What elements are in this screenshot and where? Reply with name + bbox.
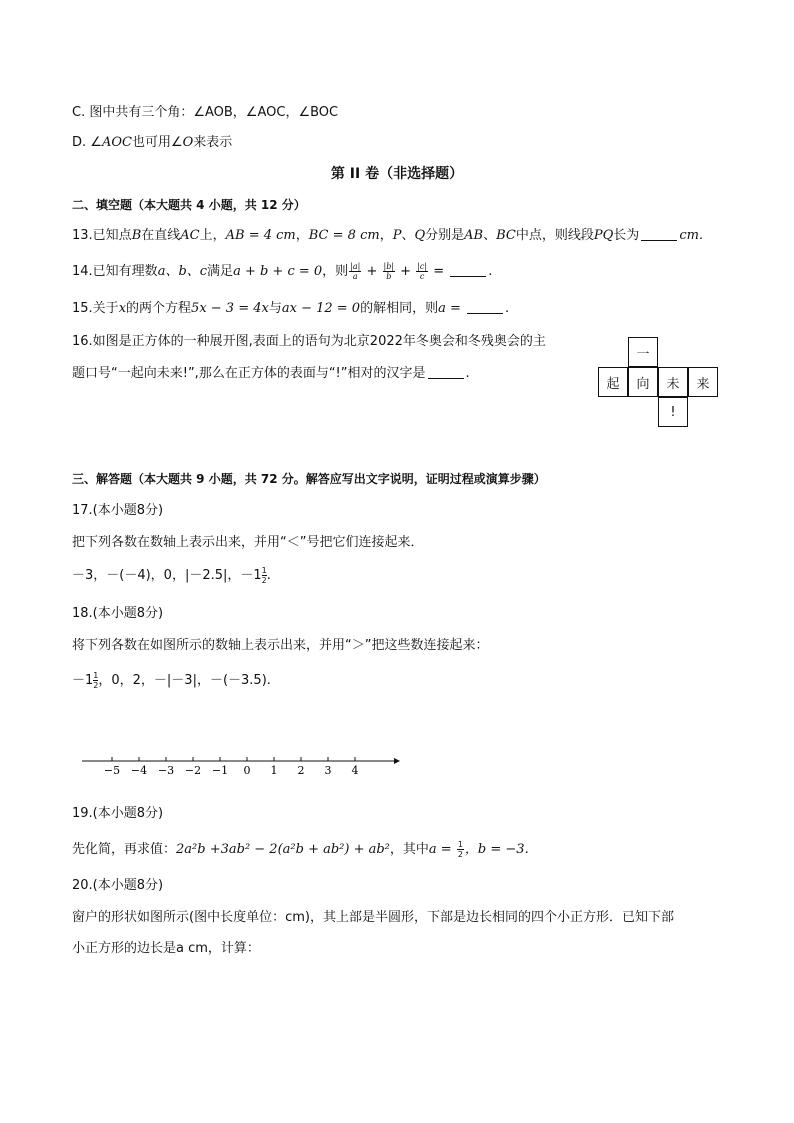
- q13-end: .: [698, 228, 704, 243]
- question-20-line2: 小正方形的边长是a cm，计算：: [72, 941, 260, 956]
- question-19-heading: 19.(本小题8分): [72, 806, 164, 821]
- q13-b: B: [131, 228, 142, 243]
- axis-tick-label: −3: [157, 764, 175, 777]
- q17-frac-num: 1: [261, 566, 267, 575]
- option-d-aoc: AOC: [101, 135, 132, 150]
- q16-line2-text: 题口号“一起向未来!”,那么在正方体的表面与“!”相对的汉字是: [72, 366, 426, 381]
- question-16-line1: 16.如图是正方体的一种展开图,表面上的语句为北京2022年冬奥会和冬残奥会的主: [72, 334, 546, 349]
- axis-tick-label: 0: [243, 764, 251, 777]
- axis-tick-label: −2: [184, 764, 202, 777]
- cube-face-top: 一: [628, 337, 658, 367]
- q14-plus-2: +: [396, 264, 416, 279]
- answer-blank: [641, 226, 677, 241]
- q18-frac-num: 1: [93, 671, 99, 680]
- option-d-pre: D. ∠: [72, 135, 102, 150]
- cube-face-2: 向: [628, 367, 658, 397]
- q13-ab: AB = 4 cm: [225, 228, 296, 243]
- axis-tick-label: −4: [130, 764, 148, 777]
- option-d-o: O: [182, 135, 194, 150]
- q14-f1-den: a: [352, 272, 358, 281]
- q13-mid2: 上，: [199, 228, 226, 243]
- section-2-heading: 二、填空题（本大题共 4 小题，共 12 分）: [72, 198, 306, 212]
- q15-mid2: 与: [268, 301, 282, 316]
- q15-mid3: 的解相同，则: [360, 301, 439, 316]
- cube-face-4: 来: [688, 367, 718, 397]
- question-14: [72, 262, 492, 282]
- q14-mid: 满足: [207, 264, 234, 279]
- q14-f3-num: |c|: [417, 262, 428, 271]
- axis-tick-label: −5: [103, 764, 121, 777]
- answer-blank: [428, 364, 464, 379]
- q13-unit: cm: [679, 228, 699, 243]
- section-3-heading: 三、解答题（本大题共 9 小题，共 72 分。解答应写出文字说明，证明过程或演算步骤）: [72, 472, 546, 486]
- q14-mid2: ，则: [322, 264, 349, 279]
- q13-pq: PQ: [593, 228, 614, 243]
- q17-nums: －3，－(－4)，0，|－2.5|，－1: [72, 568, 262, 583]
- answer-blank: [467, 299, 503, 314]
- q18-frac-den: 2: [93, 681, 99, 690]
- q18-pre: －1: [72, 673, 94, 688]
- q13-q: Q: [414, 228, 426, 243]
- q15-eq1: 5x − 3 = 4x: [191, 301, 269, 316]
- q18-nums: ，0，2，－|－3|，－(－3.5).: [98, 673, 271, 688]
- q19-mid: ，其中: [389, 842, 429, 857]
- cube-net: [598, 337, 720, 429]
- question-17-numbers: [72, 566, 271, 586]
- axis-arrow-icon: [394, 758, 400, 764]
- question-19-text: [72, 840, 529, 860]
- q19-frac-den: 2: [457, 850, 463, 859]
- q17-frac-den: 2: [261, 576, 267, 585]
- axis-tick-label: 3: [324, 764, 332, 777]
- q15-end: .: [505, 301, 510, 316]
- axis-tick-label: −1: [211, 764, 229, 777]
- question-18-heading: 18.(本小题8分): [72, 606, 164, 621]
- q19-frac-num: 1: [457, 840, 463, 849]
- option-d-mid: 也可用∠: [131, 135, 183, 150]
- cube-face-3: 未: [658, 367, 688, 397]
- q13-mid6: 长为: [613, 228, 640, 243]
- option-d: [72, 133, 232, 153]
- q13-mid3: ，: [379, 228, 393, 243]
- q14-end: .: [488, 264, 493, 279]
- q15-a: a =: [438, 301, 466, 316]
- fraction: [457, 840, 464, 859]
- q15-mid: 的两个方程: [126, 301, 192, 316]
- q13-sep: ，: [295, 228, 309, 243]
- q19-b: ，b = −3.: [464, 842, 529, 857]
- axis-tick-label: 4: [351, 764, 359, 777]
- q13-mid4: 分别是: [425, 228, 465, 243]
- q14-f2-num: |b|: [383, 262, 395, 271]
- option-d-post: 来表示: [193, 135, 233, 150]
- q14-f3-den: c: [419, 272, 425, 281]
- axis-tick-label: 1: [270, 764, 278, 777]
- q17-end: .: [266, 568, 271, 583]
- q14-f2-den: b: [386, 272, 392, 281]
- axis-tick-label: 2: [297, 764, 305, 777]
- q14-f1-num: |a|: [350, 262, 361, 271]
- question-15: [72, 299, 509, 319]
- q13-bc2: BC: [496, 228, 516, 243]
- q19-a: a =: [428, 842, 456, 857]
- q13-pre: 13.已知点: [72, 228, 132, 243]
- number-line: [78, 752, 404, 782]
- axis-ticks: [104, 757, 359, 777]
- question-17-heading: 17.(本小题8分): [72, 503, 164, 518]
- q14-equals: =: [429, 264, 449, 279]
- q14-eq: a + b + c = 0: [233, 264, 323, 279]
- q13-p: P: [392, 228, 402, 243]
- q13-ac: AC: [180, 228, 200, 243]
- cube-face-bottom: !: [658, 397, 688, 427]
- question-18-numbers: [72, 671, 271, 691]
- q15-pre: 15.关于: [72, 301, 119, 316]
- question-17-text: 把下列各数在数轴上表示出来，并用“＜”号把它们连接起来．: [72, 535, 424, 550]
- q13-dun: 、: [401, 228, 415, 243]
- q19-pre: 先化简，再求值：: [72, 842, 177, 857]
- q16-end: .: [465, 366, 470, 381]
- answer-blank: [450, 262, 486, 277]
- q13-dun2: 、: [483, 228, 497, 243]
- fraction: [383, 262, 396, 281]
- q13-bc: BC = 8 cm: [308, 228, 380, 243]
- question-18-text: 将下列各数在如图所示的数轴上表示出来，并用“＞”把这些数连接起来：: [72, 638, 489, 653]
- question-20-line1: 窗户的形状如图所示(图中长度单位：cm)，其上部是半圆形，下部是边长相同的四个小正方形．已知下部: [72, 910, 674, 925]
- cube-face-1: 起: [598, 367, 628, 397]
- q14-pre: 14.已知有理数: [72, 264, 158, 279]
- q15-eq2: ax − 12 = 0: [281, 301, 361, 316]
- question-16-line2: [72, 364, 470, 384]
- question-20-heading: 20.(本小题8分): [72, 878, 164, 893]
- q13-mid1: 在直线: [141, 228, 181, 243]
- part-title: 第 II 卷（非选择题）: [330, 166, 464, 182]
- fraction: [349, 262, 361, 281]
- q14-plus-1: +: [362, 264, 382, 279]
- q14-vars: a、b、c: [157, 264, 208, 279]
- question-13: [72, 226, 703, 246]
- option-c: C. 图中共有三个角：∠AOB，∠AOC，∠BOC: [72, 105, 339, 120]
- fraction: [416, 262, 428, 281]
- q13-mid5: 中点，则线段: [515, 228, 594, 243]
- q15-x: x: [118, 301, 127, 316]
- q13-ab2: AB: [464, 228, 484, 243]
- q19-expr: 2a²b +3ab² − 2(a²b + ab²) + ab²: [176, 842, 390, 857]
